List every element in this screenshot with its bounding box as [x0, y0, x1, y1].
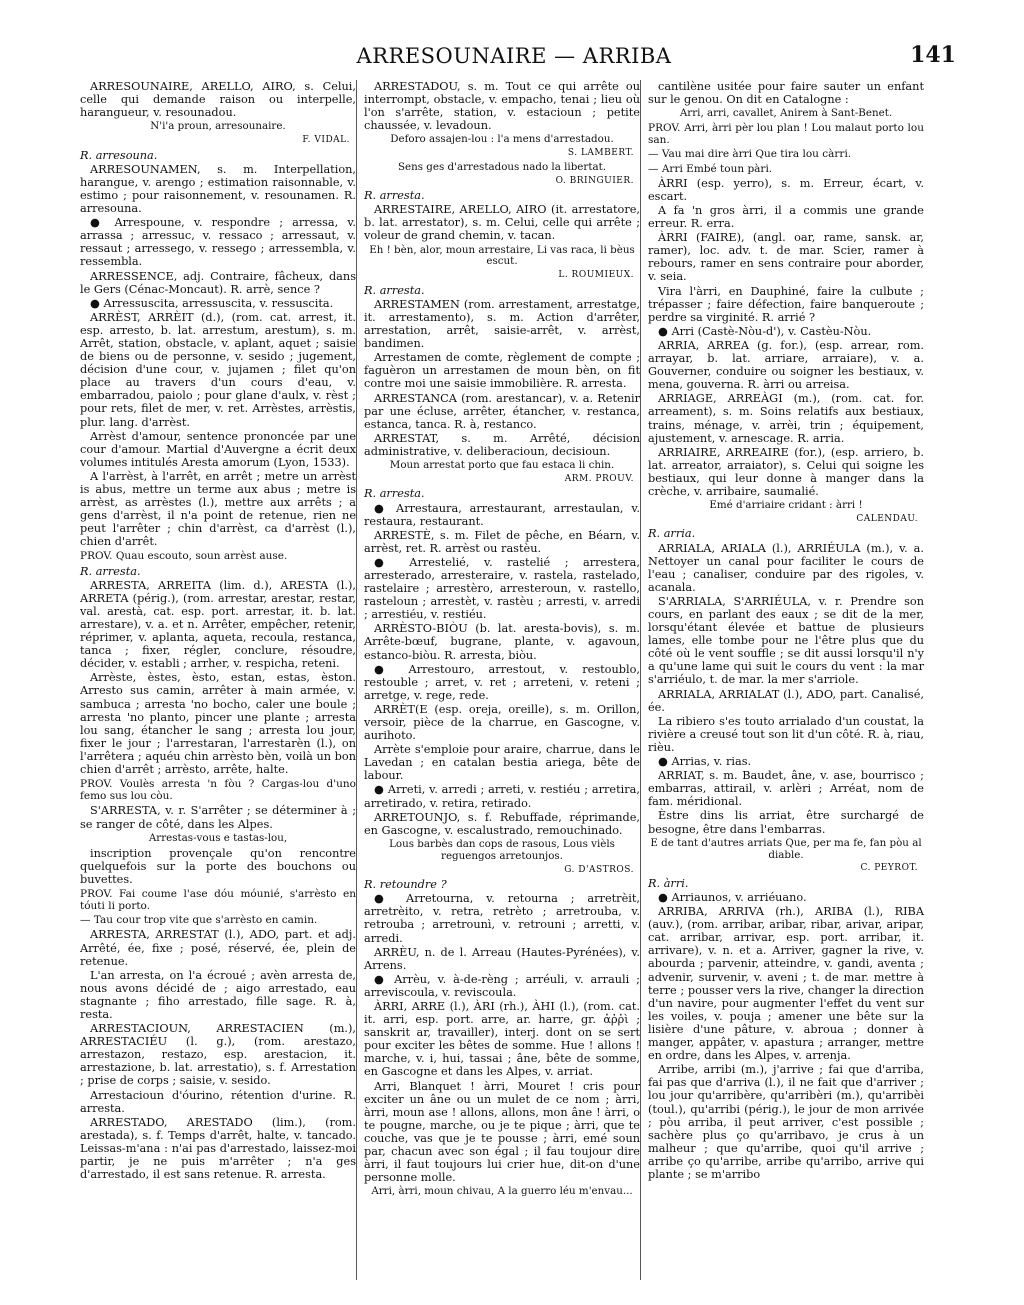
dictionary-entry: ● Arriaunos, v. arriéuano. — [658, 891, 807, 904]
dictionary-entry: ARRESTACIOUN, ARRESTACIEN (m.), ARRESTACIÉU (l. g.), (rom. arestazo, arrestazon, restazo, esp. arestacion, it. arrestazione, b. lat. arrestatio), s. f. Arrestation ; prise de corps ; saisie, v. sesido. — [80, 1022, 356, 1088]
dictionary-entry: Arrèst d'amour, sentence prononcée par une cour d'amour. Martial d'Auvergne a écrit deux volumes intitulés Aresta amorum (Lyon, 1533). — [80, 429, 356, 469]
column-divider — [640, 80, 641, 1280]
dictionary-entry: cantilène usitée pour faire sauter un enfant sur le genou. On dit en Catalogne : — [648, 80, 924, 107]
dictionary-entry: ● Arrias, v. rias. — [658, 755, 752, 769]
column-right — [648, 80, 924, 1182]
dictionary-entry: ● Arrestelié, v. rastelié ; arrestera, arresterado, arresteraire, v. rastela, rastelado, rastelaire ; arrestèro, arresteroun, v. rastello, rasteloun ; arrestèt, v. rastèu ; arresti, v. arredi ; arrestiéu, v. restiéu. — [364, 555, 640, 622]
citation: Arrestas-vous e tastas-lou, — [148, 831, 288, 844]
column-middle — [364, 80, 640, 1200]
dictionary-entry: ARRÈU, n. de l. Arreau (Hautes-Pyrénées), v. Arrens. — [364, 945, 640, 972]
dictionary-entry: ARRESTADO, ARESTADO (lim.), (rom. arestada), s. f. Temps d'arrêt, halte, v. tancado. Leissas-m'ana : n'ai pas d'arrestado, laissez-moi partir, je ne puis m'arrêter ; n'a ges d'arrestado, il est sans retenue. R. arresta. — [80, 1115, 356, 1182]
proverb: — Tau cour trop vite que s'arrèsto en camin. — [80, 914, 318, 927]
dictionary-entry: Èstre dins lis arriat, être surchargé de besogne, être dans l'embarras. — [648, 809, 924, 836]
dictionary-entry: ARRESTAT, s. m. Arrêté, décision administrative, v. deliberacioun, decisioun. — [364, 431, 640, 458]
citation: N'i'a proun, arresounaire. — [150, 120, 286, 133]
dictionary-entry: ARRIAIRE, ARREAIRE (for.), (esp. arriero, b. lat. arreator, arraiator), s. Celui qui soigne les bestiaux, qui leur donne à manger dans la crèche, v. arribaire, saumalié. — [648, 445, 924, 498]
dictionary-entry: ARRIAT, s. m. Baudet, âne, v. ase, bourrisco ; embarras, attirail, v. arlèri ; Arréat, nom de fam. méridional. — [648, 769, 924, 809]
citation: Emé d'arriaire cridant : àrri ! — [709, 499, 863, 512]
dictionary-entry: ARRESOUNAMEN, s. m. Interpellation, harangue, v. arengo ; estimation raisonnable, v. estimo ; pour raisonnement, v. resounamen. R. arresouna. — [80, 162, 356, 216]
dictionary-entry: L'an arresta, on l'a écroué ; avèn arresta de, nous avons décidé de ; aigo arrestado, eau stagnante ; fiho arrestado, fille sage. R. à, resta. — [80, 968, 356, 1021]
dictionary-entry: Vira l'àrri, en Dauphiné, faire la culbute ; trépasser ; faire défection, faire banqueroute ; perdre sa virginité. R. arrié ? — [648, 284, 924, 324]
dictionary-entry: ARRESTAIRE, ARELLO, AIRO (it. arrestatore, b. lat. arrestator), s. m. Celui, celle qui arrête ; voleur de grand chemin, v. tacan. — [364, 203, 640, 243]
dictionary-entry: ● Arrestouro, arrestout, v. restoublo, restouble ; arret, v. ret ; arreteni, v. reteni ; arretge, v. rege, rede. — [364, 662, 640, 702]
dictionary-entry: ARRESTA, ARREITA (lim. d.), ARESTA (l.), ARRETA (périg.), (rom. arrestar, arestar, restar, val. arestà, cat. esp. port. arrestar, it. b. lat. arrestare), v. a. et n. Arrêter, empêcher, retenir, réprimer, v. aplanta, aqueta, recoula, restanca, tanca ; fixer, régler, conclure, résoudre, décider, v. establi ; arrher, v. respicha, reteni. — [80, 578, 356, 671]
etymology-reference: R. arresta. — [364, 487, 425, 501]
etymology-reference: R. arria. — [648, 527, 696, 541]
dictionary-entry: ● Arri (Castè-Nòu-d'), v. Castèu-Nòu. — [658, 324, 872, 338]
proverb: — Arri Embé toun pàri. — [648, 162, 773, 175]
dictionary-entry: ARRESTANCA (rom. arestancar), v. a. Retenir par une écluse, arrêter, étancher, v. restanca, estanca, tanca. R. à, restanco. — [364, 391, 640, 431]
column-divider — [356, 80, 357, 1280]
citation-source: C. PEYROT. — [860, 863, 918, 874]
dictionary-entry: ARRESTAMEN (rom. arrestament, arrestatge, it. arrestamento), s. m. Action d'arrêter, arrestation, arrêt, saisie-arrêt, v. arrèst, bandimen. — [364, 297, 640, 351]
column-left — [80, 80, 356, 1182]
citation-source: F. VIDAL. — [302, 135, 350, 146]
citation: Arri, àrri, moun chivau, A la guerro léu m'envau... — [371, 1185, 633, 1198]
proverb: PROV. Fai coume l'ase dóu móunié, s'arrèsto en tóuti li porto. — [80, 887, 356, 913]
proverb: PROV. Voulès arresta 'n fòu ? Cargas-lou d'uno femo sus lou còu. — [80, 778, 356, 803]
citation: Eh ! bèn, alor, moun arrestaire, Li vas raca, li bèus escut. — [369, 243, 635, 268]
dictionary-entry: ● Arretourna, v. retourna ; arretrèit, arretrèito, v. retra, retrèto ; arretrouba, v. retrouba ; arretrounì, v. retrouni ; arretti, v. arredi. — [364, 892, 640, 945]
dictionary-entry: ● Arrespoune, v. respondre ; arressa, v. arrassa ; arressuc, v. ressaco ; arressaut, v. ressaut ; arressego, v. ressego ; arressembla, v. ressembla. — [80, 216, 356, 269]
dictionary-entry: Arribe, arribi (m.), j'arrive ; fai que d'arriba, fai pas que d'arriva (l.), il ne fait que d'arriver ; lou jour qu'arribère, qu'arribèri (m.), qu'arribèi (toul.), qu'arribi (périg.), le jour de mon arrivée ; pòu arriba, il peut arriver, c'est possible ; sachère plus ço qu'arribavo, je crus à un malheur ; que qu'arribe, quoi qu'il arrive ; arribe ço qu'arribe, arribe qu'arribo, arrive qui plante ; se m'arribo — [648, 1063, 924, 1181]
dictionary-entry: ● Arrèu, v. à-de-rèng ; arréuli, v. arrauli ; arreviscoula, v. reviscoula. — [364, 972, 640, 999]
page-header — [78, 42, 956, 76]
dictionary-entry: ● Arreti, v. arredi ; arreti, v. restiéu ; arretira, arretirado, v. retira, retirado. — [364, 783, 640, 810]
citation-source: ARM. PROUV. — [564, 473, 634, 484]
dictionary-entry: S'ARRIALA, S'ARRIÉULA, v. r. Prendre son cours, en parlant des eaux ; se dit de la mer, lorsqu'étant élevée et battue de plusieurs lames, elle tombe pour ne l'être plus que du côté où le vent souffle ; se dit aussi lorsqu'il n'y a qu'une lame qui suit le cours du vent : la mar s'arriéulo, t. de mar. la mer s'arriole. — [648, 594, 924, 687]
dictionary-entry: Arrestamen de comte, règlement de compte ; faguèron un arrestamen de moun bèn, on fit contre moi une saisie immobilière. R. arresta. — [364, 351, 640, 391]
dictionary-entry: ● Arrestaura, arrestaurant, arrestaulan, v. restaura, restaurant. — [364, 501, 640, 528]
dictionary-entry: ARRETOUNJO, s. f. Rebuffade, réprimande, en Gascogne, v. escalustrado, remouchinado. — [364, 810, 640, 837]
citation: Arri, arri, cavallet, Anirem à Sant-Benet. — [679, 107, 893, 120]
citation: Moun arrestat porto que fau estaca li chin. — [389, 459, 615, 472]
etymology-reference: R. retoundre ? — [364, 878, 447, 892]
dictionary-entry: ARRÈST, ARRÈIT (d.), (rom. cat. arrest, it. esp. arresto, b. lat. arrestum, arestum), s. m. Arrêt, station, obstacle, v. aplant, aquet ; saisie de biens ou de personne, v. sesido ; jugement, décision d'une cour, v. jujamen ; filet qu'on place au travers d'un cours d'eau, v. embarradou, paiolo ; pour glane d'aulx, v. rèst ; pour rets, filet de mer, v. ret. Arrèstes, arrèstis, plur. lang. d'arrèst. — [80, 310, 356, 429]
dictionary-entry: ● Arressuscita, arressuscita, v. ressuscita. — [90, 296, 334, 310]
dictionary-entry: ARRESTADOU, s. m. Tout ce qui arrête ou interrompt, obstacle, v. empacho, tenai ; lieu où l'on s'arrête, station, v. estacioun ; petite chaussée, v. levadoun. — [364, 80, 640, 133]
proverb: PROV. Arri, àrri pèr lou plan ! Lou malaut porto lou san. — [648, 122, 924, 147]
etymology-reference: R. arresta. — [364, 283, 425, 297]
etymology-reference: R. arresta. — [364, 189, 425, 203]
dictionary-entry: ARRIALA, ARIALA (l.), ARRIÉULA (m.), v. a. Nettoyer un canal pour faciliter le cours de l'eau ; canaliser, conduire par des rigoles, v. acanala. — [648, 541, 924, 594]
dictionary-entry: ARRÈSTO-BIÒU (b. lat. aresta-bovis), s. m. Arrête-bœuf, bugrane, plante, v. agavoun, estanco-biòu. R. arresta, biòu. — [364, 622, 640, 662]
citation: Sens ges d'arrestadous nado la libertat. — [397, 160, 607, 173]
dictionary-entry: S'ARRESTA, v. r. S'arrêter ; se déterminer à ; se ranger de côté, dans les Alpes. — [80, 804, 356, 831]
page-number: 141 — [910, 42, 956, 68]
dictionary-entry: ARRESTÈ, s. m. Filet de pêche, en Béarn, v. arrèst, ret. R. arrèst ou rastèu. — [364, 528, 640, 555]
dictionary-entry: ARRESSENCE, adj. Contraire, fâcheux, dans le Gers (Cénac-Moncaut). R. arrè, sence ? — [80, 269, 356, 296]
dictionary-entry: A fa 'n gros àrri, il a commis une grande erreur. R. erra. — [648, 204, 924, 231]
etymology-reference: R. arresta. — [80, 564, 141, 578]
dictionary-entry: ARRIBA, ARRIVA (rh.), ARIBA (l.), RIBA (auv.), (rom. arribar, aribar, ribar, arivar, aripar, cat. arribar, arrivar, esp. port. arribar, it. arrivare), v. n. et a. Arriver, gagner la rive, v. abourda ; parvenir, atteindre, v. gandi, aventa ; advenir, survenir, v. aveni ; t. de mar. mettre à terre ; pousser vers la rive, changer la direction d'un navire, pour augmenter l'effet du vent sur les voiles, v. pouja ; amener une bête sur la lisière d'une pâture, v. abroua ; donner à manger, appâter, v. apastura ; arranger, mettre en ordre, dans les Alpes, v. arrenja. — [648, 905, 924, 1063]
dictionary-entry: Arrète s'emploie pour araire, charrue, dans le Lavedan ; en catalan bestia ariega, bête de labour. — [364, 743, 640, 783]
dictionary-entry: ÀRRI (esp. yerro), s. m. Erreur, écart, v. escart. — [648, 176, 924, 203]
proverb: — Vau mai dire àrri Que tira lou càrri. — [648, 148, 852, 161]
etymology-reference: R. àrri. — [648, 876, 689, 890]
dictionary-entry: ARRÈT(E (esp. oreja, oreille), s. m. Orillon, versoir, pièce de la charrue, en Gascogne, v. aurihoto. — [364, 702, 640, 743]
citation-source: O. BRINGUIER. — [555, 175, 634, 186]
dictionary-entry: ARRIAGE, ARREÀGI (m.), (rom. cat. for. arreament), s. m. Soins relatifs aux bestiaux, trains, ménage, v. arrèi, trin ; équipement, ajustement, v. arnescage. R. arria. — [648, 392, 924, 445]
citation-source: S. LAMBERT. — [567, 148, 634, 159]
dictionary-entry: Arrèste, èstes, èsto, estan, estas, èston. Arresto sus camin, arrêter à main armée, v. sambuca ; arresta 'no bocho, caler une boule ; arresta 'no planto, pincer une plante ; arresta lou sang, étancher le sang ; arresta lou jour, fixer le jour ; l'arrestaran, l'arrestarèn (l.), on l'arrêtera ; aquéu chin arrèsto bèn, voilà un bon chien d'arrêt ; arrèsto, arrête, halte. — [80, 671, 356, 777]
dictionary-entry: La ribiero s'es touto arrialado d'un coustat, la rivière a creusé tout son lit d'un côté. R. à, riau, rièu. — [648, 714, 924, 754]
citation: Deforo assajen-lou : l'a mens d'arrestadou. — [390, 133, 614, 146]
citation-source: CALENDAU. — [856, 514, 918, 524]
dictionary-entry: Arri, Blanquet ! àrri, Mouret ! cris pour exciter un âne ou un mulet de ce nom ; àrri, àrri, moun ase ! allons, allons, mon âne ! àrri, o te pougne, marche, ou je te pique ; àrri, que te couche, vas que je te pousse ; àrri, emé soun par, chacun avec son égal ; il fau toujour dire àrri, il faut toujours lui crier hue, dit-on d'une personne molle. — [364, 1079, 640, 1185]
dictionary-entry: A l'arrèst, à l'arrêt, en arrêt ; metre un arrèst is abus, mettre un terme aux abus ; metre is arrèst, as arrèstes (l.), mettre aux arrêts ; a gens d'arrèst, il n'a point de retenue, rien ne peut l'arrêter ; chin d'arrèst, ca d'arrèst (l.), chien d'arrêt. — [80, 469, 356, 549]
dictionary-entry: Arrestacioun d'óurino, rétention d'urine. R. arresta. — [80, 1088, 356, 1115]
etymology-reference: R. arresouna. — [80, 148, 158, 162]
citation: E de tant d'autres arriats Que, per ma fe, fan pòu al diable. — [650, 836, 922, 861]
dictionary-entry: ARRIA, ARREA (g. for.), (esp. arrear, rom. arrayar, b. lat. arriare, arraiare), v. a. Gouverner, conduire ou soigner les bestiaux, v. mena, gouverna. R. àrri ou arreisa. — [648, 338, 924, 392]
citation: Lous barbès dan cops de rasous, Lous vièls reguengos arretounjos. — [389, 837, 615, 862]
citation-source: G. D'ASTROS. — [564, 864, 634, 875]
dictionary-entry: ARRESOUNAIRE, ARELLO, AIRO, s. Celui, celle qui demande raison ou interpelle, harangueur, v. resounadou. — [80, 80, 356, 120]
citation-source: L. ROUMIEUX. — [558, 270, 634, 281]
dictionary-entry: ARRIALA, ARRIALAT (l.), ADO, part. Canalisé, ée. — [648, 687, 924, 714]
proverb: PROV. Quau escouto, soun arrèst ause. — [80, 550, 288, 563]
dictionary-entry: ARRESTA, ARRESTAT (l.), ADO, part. et adj. Arrêté, ée, fixe ; posé, réservé, ée, plein de retenue. — [80, 928, 356, 968]
dictionary-entry: ÀRRI, ARRE (l.), ÀRI (rh.), ÀHI (l.), (rom. cat. it. arri, esp. port. arre, ar. harre, gr. ἀῤῥὶ ; sanskrit ar, travailler), interj. dont on se sert pour exciter les bêtes de somme. Hue ! allons ! marche, v. i, hui, tassai ; âne, bête de somme, en Gascogne et dans les Alpes, v. arriat. — [364, 1000, 640, 1079]
dictionary-entry: inscription provençale qu'on rencontre quelquefois sur la porte des bouchons ou buvettes. — [80, 846, 356, 886]
running-head: ARRESOUNAIRE — ARRIBA — [356, 44, 672, 68]
dictionary-entry: ÀRRI (FAIRE), (angl. oar, rame, sansk. ar, ramer), loc. adv. t. de mar. Scier, ramer à rebours, ramer en sens contraire pour aborder, v. seia. — [648, 231, 924, 284]
